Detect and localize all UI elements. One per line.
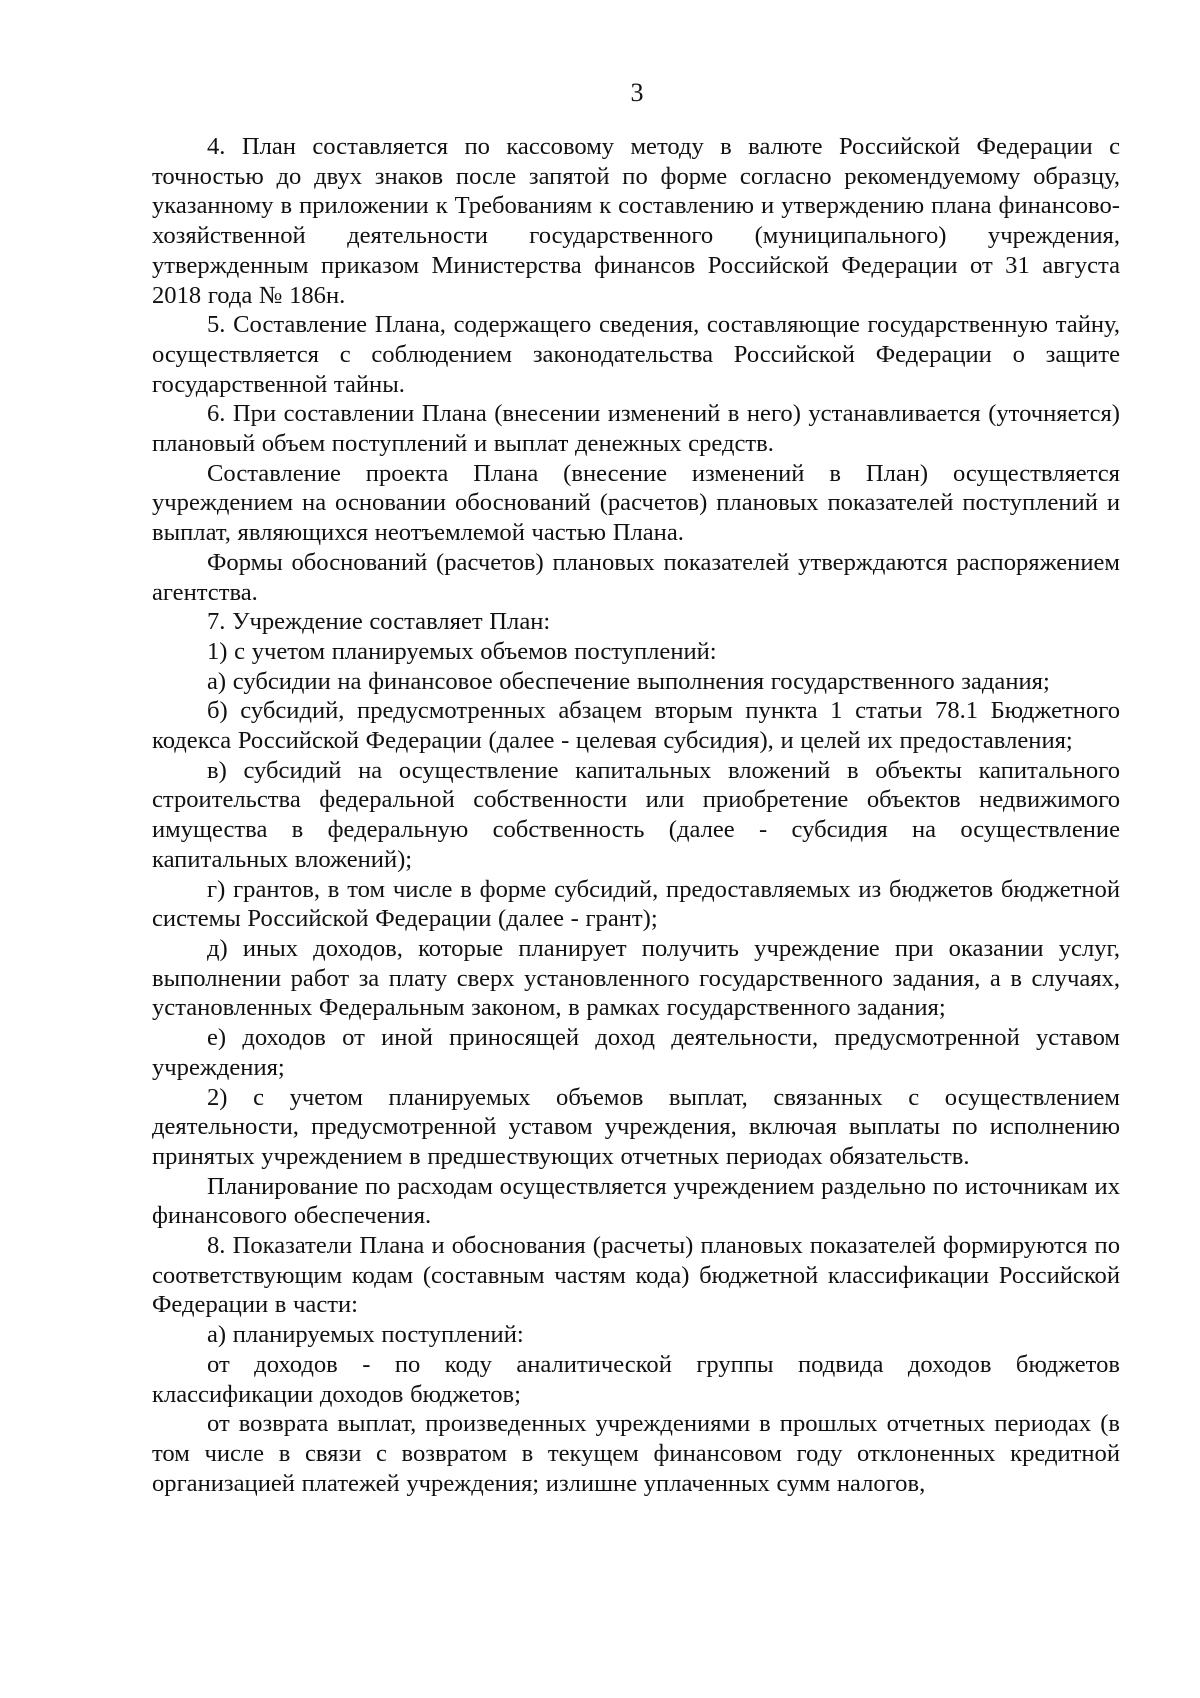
paragraph-subitem-d: д) иных доходов, которые планирует получить учреждение при оказании услуг, выполнении работ за плату сверх установленного государственного задания, а в случаях, установленных Федеральным законом, в рамках государственного задания; [152,934,1120,1022]
page-number: 3 [630,78,644,107]
paragraph-forms: Формы обоснований (расчетов) плановых показателей утверждаются распоряжением агентства. [152,548,1120,606]
paragraph-expense-planning: Планирование по расходам осуществляется учреждением раздельно по источникам их финансового обеспечения. [152,1172,1120,1230]
paragraph-subitem-1: 1) с учетом планируемых объемов поступлений: [207,637,717,665]
paragraph-draft-plan: Составление проекта Плана (внесение изменений в План) осуществляется учреждением на основании обоснований (расчетов) плановых показателей поступлений и выплат, являющихся неотъемлемой частью Плана. [152,459,1120,547]
paragraph-item-5: 5. Составление Плана, содержащего сведения, составляющие государственную тайну, осуществляется с соблюдением законодательства Российской Федерации о защите государственной тайны. [152,311,1120,398]
paragraph-item-7: 7. Учреждение составляет План: [207,608,551,636]
paragraph-subitem-g: г) грантов, в том числе в форме субсидий, предоставляемых из бюджетов бюджетной системы Российской Федерации (далее - грант); [152,875,1120,933]
paragraph-subitem-2: 2) с учетом планируемых объемов выплат, связанных с осуществлением деятельности, предусмотренной уставом учреждения, включая выплаты по исполнению принятых учреждением в предшествующих отчетных периодах обязательств. [152,1083,1120,1170]
paragraph-item-6: 6. При составлении Плана (внесении изменений в него) устанавливается (уточняется) плановый объем поступлений и выплат денежных средств. [152,400,1120,458]
paragraph-from-income: от доходов - по коду аналитической группы подвида доходов бюджетов классификации доходов бюджетов; [152,1350,1120,1408]
paragraph-item-8: 8. Показатели Плана и обоснования (расчеты) плановых показателей формируются по соответствующим кодам (составным частям кода) бюджетной классификации Российской Федерации в части: [152,1232,1120,1319]
paragraph-from-refunds: от возврата выплат, произведенных учреждениями в прошлых отчетных периодах (в том числе в связи с возвратом в текущем финансовом году отклоненных кредитной организацией платежей учреждения; излишне уплаченных сумм налогов, [152,1410,1120,1497]
paragraph-item-4: 4. План составляется по кассовому методу в валюте Российской Федерации с точностью до двух знаков после запятой по форме согласно рекомендуемому образцу, указанному в приложении к Требованиям к составлению и утверждению плана финансово-хозяйственной деятельности государственного (муниципального) учреждения, утвержденным приказом Министерства финансов Российской Федерации от 31 августа 2018 года № 186н. [152,133,1120,309]
paragraph-subitem-a: а) субсидии на финансовое обеспечение выполнения государственного задания; [207,667,1050,695]
document-body [152,132,1120,1498]
paragraph-subitem-e: е) доходов от иной приносящей доход деятельности, предусмотренной уставом учреждения; [152,1024,1120,1081]
paragraph-subitem-v: в) субсидий на осуществление капитальных вложений в объекты капитального строительства федеральной собственности или приобретение объектов недвижимого имущества в федеральную собственность (далее - субсидия на осуществление капитальных вложений); [152,756,1120,873]
paragraph-subitem-b: б) субсидий, предусмотренных абзацем вторым пункта 1 статьи 78.1 Бюджетного кодекса Российской Федерации (далее - целевая субсидия), и целей их предоставления; [152,697,1120,755]
paragraph-planned-receipts: а) планируемых поступлений: [207,1321,524,1349]
